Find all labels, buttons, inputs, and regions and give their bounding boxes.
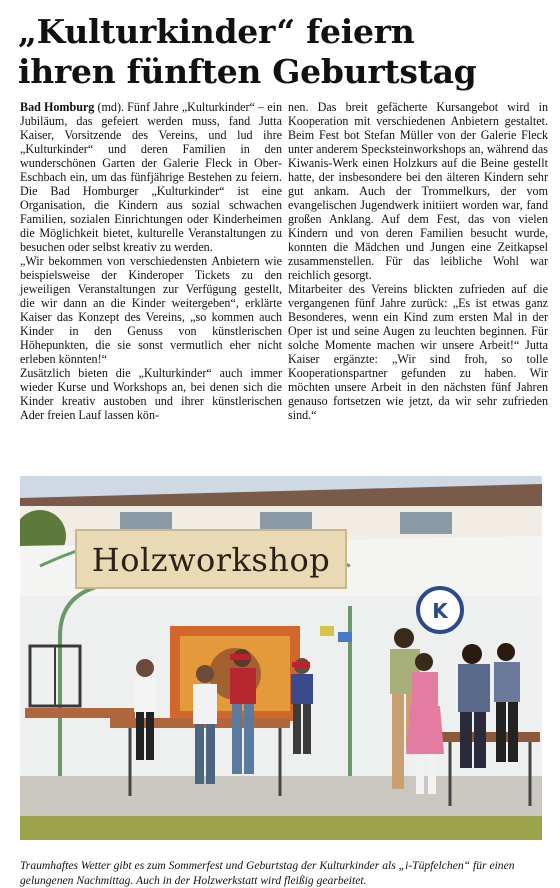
article-paragraph: Mitarbeiter des Vereins blickten zufrieden auf die vergangenen fünf Jahre zurück: „Es ist etwas ganz Besonderes, wenn ein Kind zum ersten Mal in der Oper ist und seine Augen zu leuchten beginnen. Für solche Momente machen wir unsere Arbeit!“ Jutta Kaiser ergänzte: „Wir sind froh, so tolle Kooperationspartner gefunden zu haben. Wir möchten unsere Arbeit in den nächsten fünf Jahren genauso fortsetzen wie jetzt, da wir sehr zufrieden sind.“ — [288, 282, 548, 422]
headline-line-1: „Kulturkinder“ feiern — [18, 12, 415, 51]
article-column-right — [288, 100, 548, 422]
emblem-letter: K — [432, 599, 448, 623]
headline-line-2: ihren fünften Geburtstag — [18, 52, 477, 91]
sign-label: Holzworkshop — [91, 541, 331, 579]
article-photo — [20, 476, 542, 840]
workshop-photo-illustration — [20, 476, 542, 840]
article-headline — [18, 12, 548, 92]
photo-caption: Traumhaftes Wetter gibt es zum Sommerfest und Geburtstag der Kulturkinder als „i-Tüpfelchen“ für einen gelungenen Nachmittag. Auch in der Holzwerkstatt wird fleißig gearbeitet. — [20, 858, 515, 887]
article-paragraph: nen. Das breit gefächerte Kursangebot wird in Kooperation mit verschiedenen Anbietern gestaltet. Beim Fest bot Stefan Müller von der Galerie Fleck unter anderem Specksteinworkshops an, während das Kiwanis-Werk einen Holzkurs auf die Beine gestellt hatte, der insbesondere bei den älteren Kindern sehr gut ankam. Auch der Trommelkurs, der vom evangelischen Jugendwerk initiiert worden war, fand großen Anklang. Auf dem Fest, das von vielen Kindern und von deren Familien besucht wurde, konnten die Mädchen und Jungen eine Zeitkapsel zusammenstellen. Für das leibliche Wohl war reichlich gesorgt. — [288, 100, 548, 282]
article-paragraph: Zusätzlich bieten die „Kulturkinder“ auch immer wieder Kurse und Workshops an, bei denen sich die Kinder kreativ austoben und ihrer künstlerischen Ader freien Lauf lassen kön- — [20, 366, 282, 422]
article-paragraph: Bad Homburg (md). Fünf Jahre „Kulturkinder“ – ein Jubiläum, das gefeiert werden muss, fand Jutta Kaiser, Vorsitzende des Vereins, und lud ihre „Kulturkinder“ und deren Familien in den wunderschönen Garten der Galerie Fleck in Ober-Eschbach ein, um das fünfjährige Bestehen zu feiern. Die Bad Homburger „Kulturkinder“ ist eine Organisation, die Kindern aus sozial schwachen Familien, sozialen Einrichtungen oder Kinderheimen die Möglichkeit bietet, kulturelle Veranstaltungen zu besuchen oder selbst kreativ zu werden. — [20, 100, 282, 254]
article-paragraph: „Wir bekommen von verschiedensten Anbietern wie beispielsweise der Kinderoper Tickets zu den jeweiligen Veranstaltungen zur Verfügung gestellt, die wir dann an die Kinder weitergeben“, erklärte Kaiser das Konzept des Vereins, „so kommen auch Kinder in den Genuss von künstlerischen Höhepunkten, die sie sonst vermutlich eher nicht erleben könnten!“ — [20, 254, 282, 366]
dateline: Bad Homburg — [20, 100, 95, 114]
article-column-left — [20, 100, 282, 422]
